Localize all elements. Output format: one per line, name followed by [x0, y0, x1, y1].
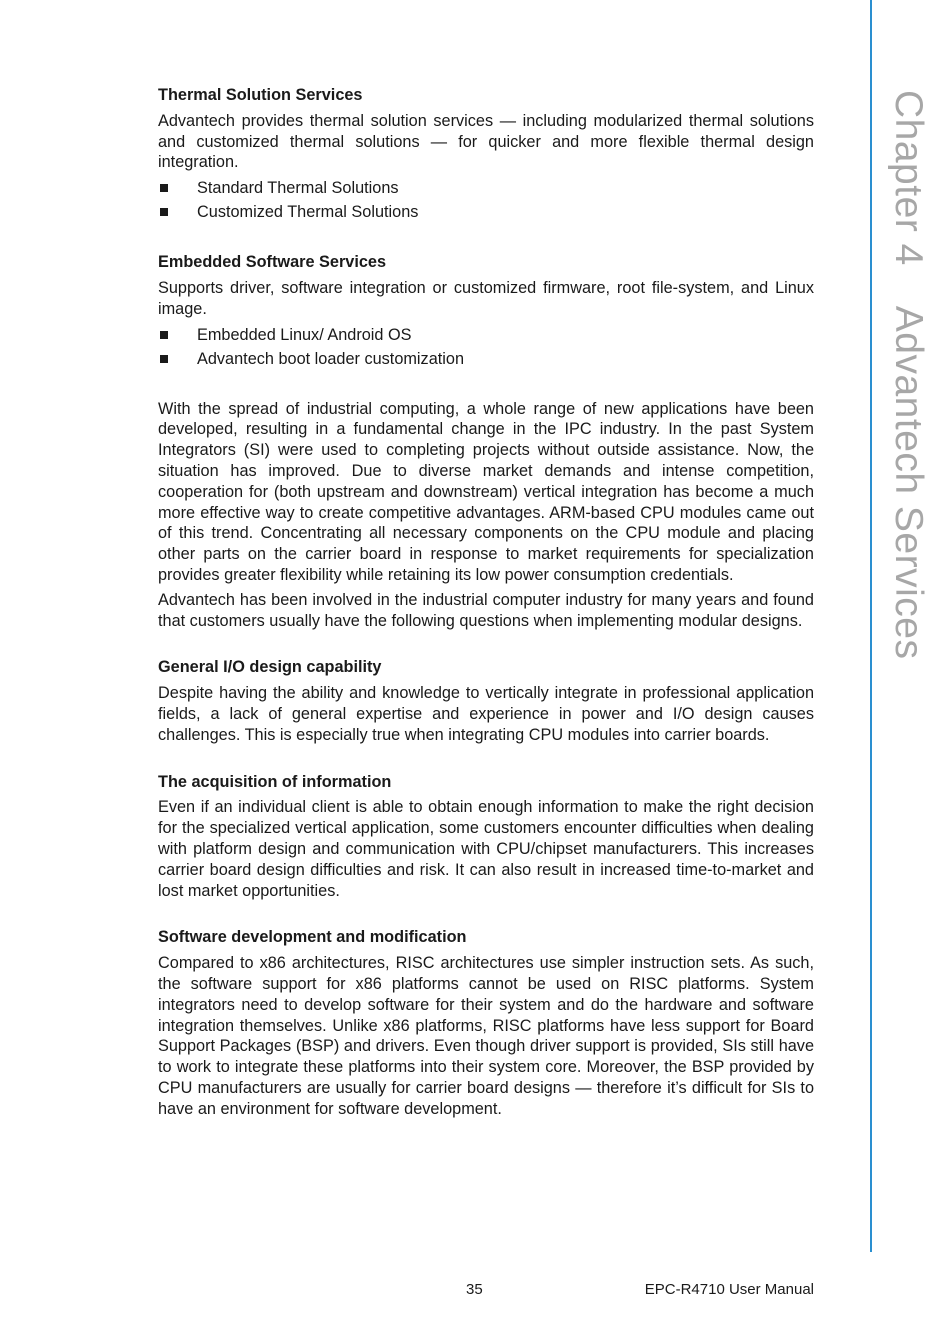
- io-section: [158, 657, 814, 745]
- page-content: [158, 85, 814, 1119]
- list-item-label: Customized Thermal Solutions: [197, 203, 419, 222]
- software-list: [158, 325, 814, 370]
- square-bullet-icon: [160, 355, 168, 363]
- io-heading: General I/O design capability: [158, 658, 382, 677]
- io-text: Despite having the ability and knowledge to vertically integrate in professional application fields, a lack of general expertise and experience in power and I/O design causes challenges. This is especially true when integrating CPU modules into carrier boards.: [158, 684, 814, 744]
- manual-name: EPC-R4710 User Manual: [644, 1281, 814, 1298]
- intro-section: [158, 399, 814, 632]
- swdev-section: [158, 927, 814, 1119]
- list-item-label: Standard Thermal Solutions: [197, 179, 399, 198]
- thermal-section: [158, 85, 814, 223]
- list-item: [158, 178, 814, 199]
- list-item: [158, 349, 814, 370]
- intro-paragraph-1: With the spread of industrial computing, a whole range of new applications have been developed, resulting in a fundamental change in the IPC industry. In the past System Integrators (SI) were used to completing projects without outside assistance. Now, the situation has improved. Due to diverse market demands and intense competition, cooperation for (both upstream and downstream) vertical integration has become a much more effective way to create competitive advantages. ARM-based CPU modules came out of this trend. Concentrating all necessary components on the CPU module and placing other parts on the carrier board in response to market requirements for specialization provides greater flexibility while retaining its low power consumption credentials.: [158, 399, 814, 584]
- thermal-heading: Thermal Solution Services: [158, 86, 363, 104]
- list-item-label: Advantech boot loader customization: [197, 349, 464, 368]
- chapter-number: Chapter 4: [887, 90, 930, 266]
- list-item-label: Embedded Linux/ Android OS: [197, 325, 412, 344]
- software-section: [158, 252, 814, 369]
- intro-paragraph-2: Advantech has been involved in the industrial computer industry for many years and found that customers usually have the following questions when implementing modular designs.: [158, 590, 814, 630]
- acquisition-section: [158, 772, 814, 902]
- chapter-sidebar-title: [886, 90, 930, 659]
- square-bullet-icon: [160, 331, 168, 339]
- page-number: 35: [466, 1281, 483, 1298]
- acquisition-heading: The acquisition of information: [158, 772, 392, 791]
- thermal-text: Advantech provides thermal solution services — including modularized thermal solutions and customized thermal solutions — for quicker and more flexible thermal design integration.: [158, 111, 814, 172]
- list-item: [158, 202, 814, 223]
- chapter-accent-line: [870, 0, 872, 1252]
- list-item: [158, 325, 814, 346]
- chapter-name: Advantech Services: [887, 305, 930, 660]
- swdev-text: Compared to x86 architectures, RISC architectures use simpler instruction sets. As such, the software support for x86 platforms cannot be used on RISC platforms. System integrators need to develop software for their system and do the hardware and software integration themselves. Unlike x86 platforms, RISC platforms have less support for Board Support Packages (BSP) and drivers. Even though driver support is provided, SIs still have to work to integrate these platforms into their system core. Moreover, the BSP provided by CPU manufacturers are usually for carrier board designs — therefore it’s difficult for SIs to have an environment for software development.: [158, 954, 814, 1118]
- square-bullet-icon: [160, 184, 168, 192]
- acquisition-text: Even if an individual client is able to obtain enough information to make the right decision for the specialized vertical application, some customers encounter difficulties when dealing with platform design and communication with CPU/chipset manufacturers. This increases carrier board design difficulties and risk. It can also result in increased time-to-market and lost market opportunities.: [158, 798, 814, 900]
- software-text: Supports driver, software integration or customized firmware, root file-system, and Linux image.: [158, 278, 814, 318]
- square-bullet-icon: [160, 208, 168, 216]
- swdev-heading: Software development and modification: [158, 928, 467, 947]
- thermal-list: [158, 178, 814, 223]
- software-heading: Embedded Software Services: [158, 253, 387, 272]
